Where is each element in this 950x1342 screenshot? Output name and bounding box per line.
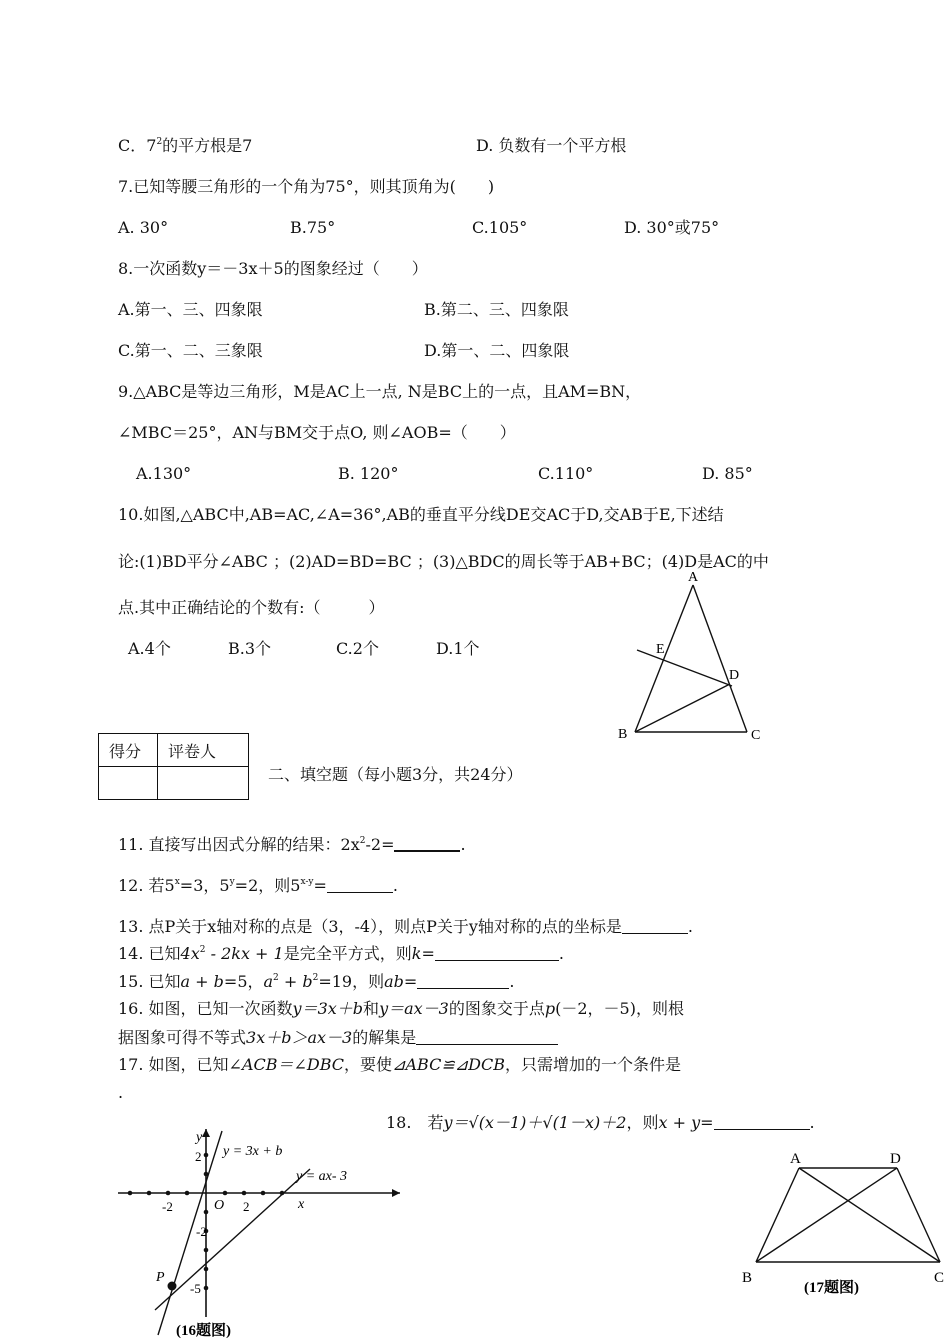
fig16-tick-y3: [204, 1210, 209, 1215]
fig16-tick-label-neg5: -5: [190, 1281, 201, 1296]
fig16-tick-x1: [128, 1191, 133, 1196]
fig16-line-3x-plus-b: [158, 1131, 225, 1335]
q16-line2: 据图象可得不等式3x＋b＞ax－3的解集是: [118, 1028, 558, 1048]
grader-cell[interactable]: [158, 767, 249, 800]
q11: 11. 直接写出因式分解的结果：$2x^2-2=$ .: [118, 835, 466, 854]
fig10-label-a: A: [688, 570, 699, 585]
q10-line1: 10.如图,△ABC中,AB=AC,∠A=36°,AB的垂直平分线DE交AC于D,交AB于E,下述结: [118, 505, 724, 524]
q8-stem: 8.一次函数y＝－3x＋5的图象经过（ ）: [118, 259, 428, 278]
fig16-tick-label-neg2-y: -2: [196, 1224, 207, 1239]
fig16-graph: [110, 1125, 380, 1340]
q7-stem: 7.已知等腰三角形的一个角为75°，则其顶角为( ): [118, 177, 495, 196]
q15-answer-blank[interactable]: [417, 974, 509, 989]
q9-stem-line1: 9.△ABC是等边三角形，M是AC上一点, N是BC上的一点，且AM=BN，: [118, 382, 642, 401]
fig16-label-y: y: [196, 1130, 203, 1145]
fig16-label-line2: y = ax- 3: [296, 1169, 348, 1184]
fig10-line-de: [637, 650, 732, 686]
fig16-tick-label-2-x: 2: [243, 1199, 250, 1214]
q9-option-c: C.110°: [538, 464, 594, 483]
q9-stem-line2: ∠MBC＝25°，AN与BM交于点O, 则∠AOB=（ ）: [118, 423, 516, 442]
q7-option-c: C.105°: [472, 218, 528, 237]
fig10-label-b: B: [618, 727, 628, 742]
q10-option-a: A.4个: [128, 639, 171, 658]
q10-line3: 点.其中正确结论的个数有:（ ）: [118, 598, 385, 617]
fig10-side-ac: [693, 585, 747, 732]
fig16-tick-y5: [204, 1248, 209, 1253]
score-table: [98, 733, 249, 800]
q10-line2: 论:(1)BD平分∠ABC ；(2)AD=BD=BC ；(3)△BDC的周长等于AB+BC；(4)D是AC的中: [118, 552, 769, 571]
q9-option-a: A.130°: [136, 464, 192, 483]
fig16-tick-y6: [204, 1267, 209, 1272]
fig16-y-arrow: [202, 1129, 210, 1137]
fig16-tick-label-2-top: 2: [195, 1149, 202, 1164]
grader-header: 评卷人: [158, 734, 249, 767]
fig17-label-d: D: [890, 1151, 901, 1167]
q10-option-b: B.3个: [228, 639, 272, 658]
fig16-tick-y1: [204, 1153, 209, 1158]
fig10-side-ab: [635, 585, 693, 732]
q10-option-c: C.2个: [336, 639, 379, 658]
fig17-label-a: A: [790, 1151, 801, 1167]
fig16-tick-x3: [166, 1191, 171, 1196]
q7-option-d: D. 30°或75°: [624, 218, 720, 237]
fig16-line-ax-minus-3: [155, 1169, 310, 1310]
section-2-title: 二、填空题（每小题3分，共24分）: [268, 765, 523, 784]
q8-option-a: A.第一、三、四象限: [118, 300, 263, 319]
fig16-label-line1: y = 3x + b: [223, 1144, 283, 1159]
fig16-tick-x4: [185, 1191, 190, 1196]
q6-option-c: C．$7^2$的平方根是7: [118, 136, 253, 155]
q12-answer-blank[interactable]: [327, 878, 393, 893]
fig16-x-arrow: [392, 1189, 400, 1197]
fig17-label-b: B: [742, 1270, 753, 1286]
fig10-label-e: E: [656, 642, 665, 657]
fig16-label-p: P: [156, 1270, 165, 1285]
q10-triangle-figure: [600, 565, 780, 750]
score-header: 得分: [99, 734, 158, 767]
q13-answer-blank[interactable]: [622, 919, 688, 934]
fig16-tick-x7: [261, 1191, 266, 1196]
q14: 14. 已知$4x^2 - 2kx + 1$是完全平方式，则k= .: [118, 944, 564, 963]
fig16-tick-x6: [242, 1191, 247, 1196]
q10-option-d: D.1个: [436, 639, 480, 658]
fig17-caption: (17题图): [804, 1280, 859, 1296]
score-cell[interactable]: [99, 767, 158, 800]
q17-dot: .: [118, 1083, 124, 1102]
fig16-tick-x2: [147, 1191, 152, 1196]
fig10-label-d: D: [729, 668, 740, 683]
q16-answer-blank[interactable]: [416, 1030, 558, 1045]
q11-answer-blank[interactable]: [394, 836, 460, 852]
q8-option-d: D.第一、二、四象限: [424, 341, 570, 360]
q7-option-a: A. 30°: [118, 218, 169, 237]
q9-option-d: D. 85°: [702, 464, 753, 483]
q7-option-b: B.75°: [290, 218, 336, 237]
fig16-caption: (16题图): [176, 1323, 231, 1339]
fig10-segment-bd: [635, 684, 730, 732]
q16-line1: 16. 如图，已知一次函数y＝3x＋b和y＝ax－3的图象交于点p(－2，－5)，则根: [118, 999, 684, 1018]
q8-option-b: B.第二、三、四象限: [424, 300, 569, 319]
fig16-label-x: x: [298, 1197, 305, 1212]
fig17-label-c: C: [934, 1270, 945, 1286]
q18-answer-blank[interactable]: [714, 1115, 810, 1130]
q14-answer-blank[interactable]: [435, 946, 559, 961]
q12: 12. 若$5^x=3$，$5^y=2$，则$5^{x-y}=$ .: [118, 876, 398, 895]
q15: 15. 已知a + b=5，$a^2 + b^2=19$，则ab= .: [118, 972, 515, 991]
q18: 18. 若y＝√(x－1)＋√(1－x)＋2，则x + y= .: [386, 1113, 815, 1132]
q8-option-c: C.第一、二、三象限: [118, 341, 263, 360]
fig17-figure: [740, 1150, 948, 1342]
q6-option-d: D. 负数有一个平方根: [476, 136, 627, 155]
fig16-point-p: [168, 1282, 177, 1291]
fig16-tick-x5: [223, 1191, 228, 1196]
q13: 13. 点P关于x轴对称的点是（3，-4），则点P关于y轴对称的点的坐标是 .: [118, 917, 693, 936]
fig16-tick-label-neg2-x: -2: [162, 1199, 173, 1214]
q9-option-b: B. 120°: [338, 464, 399, 483]
q17: 17. 如图，已知∠ACB＝∠DBC，要使⊿ABC≌⊿DCB，只需增加的一个条件是: [118, 1055, 681, 1074]
fig16-label-o: O: [214, 1198, 225, 1213]
fig10-label-c: C: [751, 728, 761, 743]
fig16-tick-y7: [204, 1286, 209, 1291]
